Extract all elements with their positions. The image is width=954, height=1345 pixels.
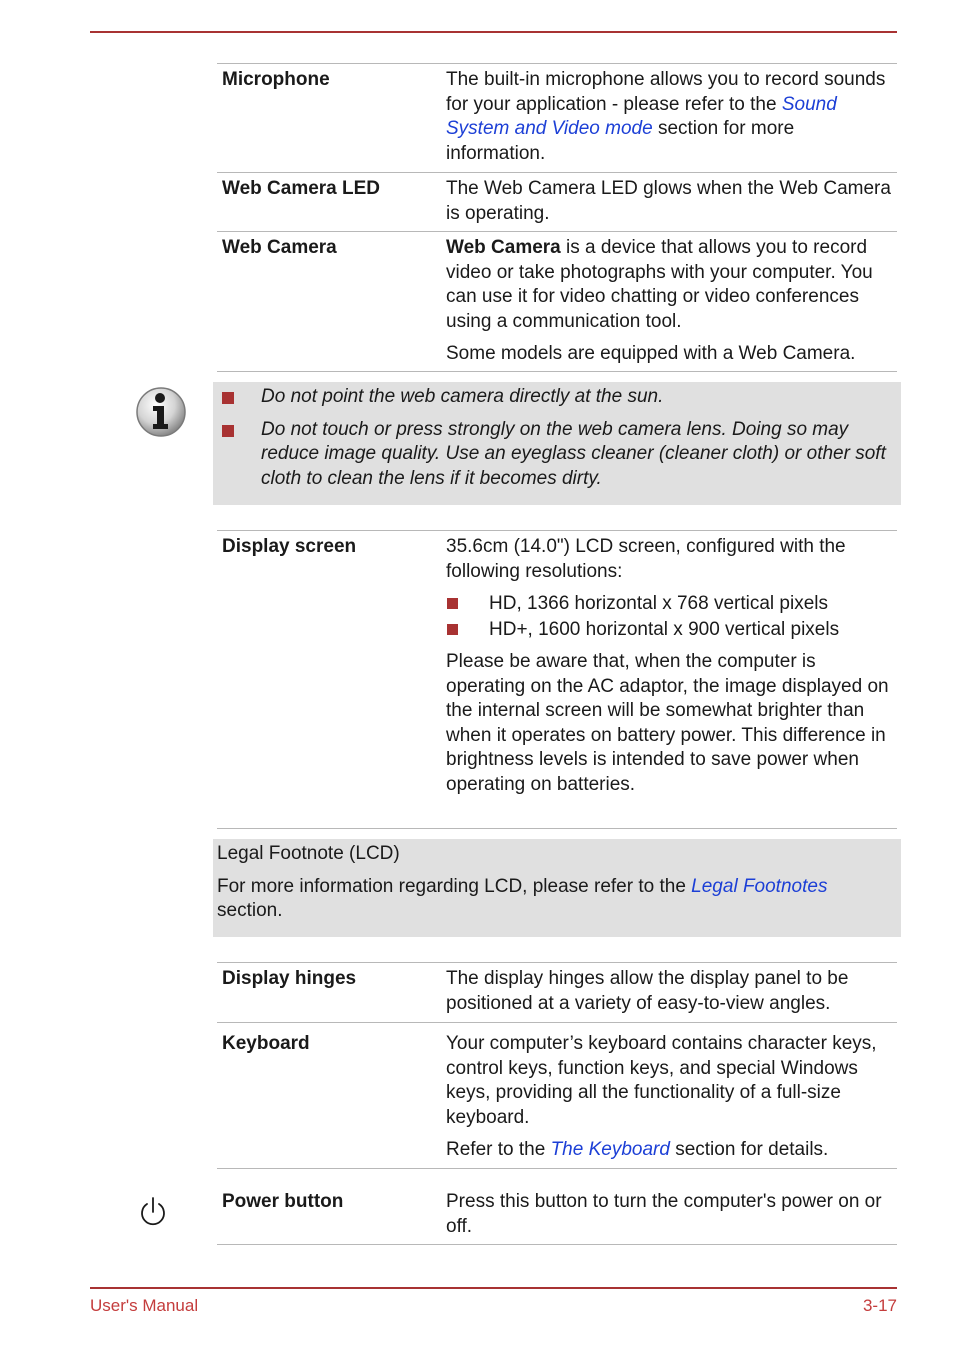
row-definition: The display hinges allow the display panel to be positioned at a variety of easy-to-view angles. — [446, 968, 849, 1014]
row-term: Power button — [222, 1191, 344, 1212]
row-definition: Your computer’s keyboard contains character keys, control keys, function keys, and special Windows keys, providing all the functionality of a full-size keyboard. Refer to the The Keyboard section for details. — [446, 1033, 877, 1160]
row-definition: The Web Camera LED glows when the Web Camera is operating. — [446, 178, 891, 224]
row-term: Display screen — [222, 536, 357, 557]
sound-system-link[interactable]: Sound System and Video mode — [446, 93, 837, 139]
row-definition: 35.6cm (14.0") LCD screen, configured with the following resolutions: HD, 1366 horizontal x 768 vertical pixels HD+, 1600 horizontal x 900 vertical pixels Please be aware that, when the computer is operating on the AC adaptor, the image displayed on the internal screen will be somewhat brighter than when it operates on battery power. This difference in brightness levels is intended to save power when operating on batteries. — [441, 531, 892, 828]
list-item: HD, 1366 horizontal x 768 vertical pixels — [446, 592, 892, 617]
row-definition: Press this button to turn the computer's power on or off. — [446, 1191, 882, 1237]
info-note — [213, 382, 901, 505]
table-row — [217, 64, 897, 173]
table-row — [217, 963, 897, 1023]
legal-footnote-note: Legal Footnote (LCD) For more information regarding LCD, please refer to the Legal Footnotes section. — [213, 839, 901, 937]
row-definition: Web Camera is a device that allows you to record video or take photographs with your computer. You can use it for video chatting or video conferences using a communication tool. Some models are equipped with a Web Camera. — [446, 237, 873, 364]
spec-table-power — [217, 1186, 897, 1245]
table-row — [217, 1186, 897, 1245]
table-row — [217, 173, 897, 232]
row-term: Display hinges — [222, 968, 357, 989]
resolution-list — [446, 592, 892, 642]
row-term: Web Camera — [222, 237, 337, 258]
note-title: Legal Footnote (LCD) — [217, 843, 400, 864]
legal-footnotes-link[interactable]: Legal Footnotes — [691, 875, 828, 897]
spec-table-display — [217, 530, 897, 829]
table-row — [217, 1023, 897, 1169]
page-number: 3-17 — [862, 1296, 897, 1315]
spec-table-top — [217, 63, 897, 372]
list-item: HD+, 1600 horizontal x 900 vertical pixels — [446, 618, 892, 643]
row-term: Web Camera LED — [222, 178, 381, 199]
footer-rule — [90, 1287, 897, 1289]
header-rule — [90, 31, 897, 33]
note-item: Do not touch or press strongly on the web camera lens. Doing so may reduce image quality. Use an eyeglass cleaner (cleaner cloth) or other soft cloth to clean the lens if it becomes dirty. — [217, 418, 893, 492]
footer-title: User's Manual — [90, 1296, 199, 1315]
row-term: Microphone — [222, 69, 330, 90]
row-term: Keyboard — [222, 1033, 310, 1054]
info-icon — [135, 386, 187, 438]
table-row — [217, 232, 897, 372]
row-definition: The built-in microphone allows you to record sounds for your application - please refer to the Sound System and Video mode section for more information. — [446, 69, 886, 164]
table-row — [217, 531, 897, 829]
spec-table-bottom — [217, 962, 897, 1169]
power-icon — [138, 1195, 168, 1229]
keyboard-link[interactable]: The Keyboard — [550, 1139, 670, 1160]
note-item: Do not point the web camera directly at the sun. — [217, 385, 893, 410]
